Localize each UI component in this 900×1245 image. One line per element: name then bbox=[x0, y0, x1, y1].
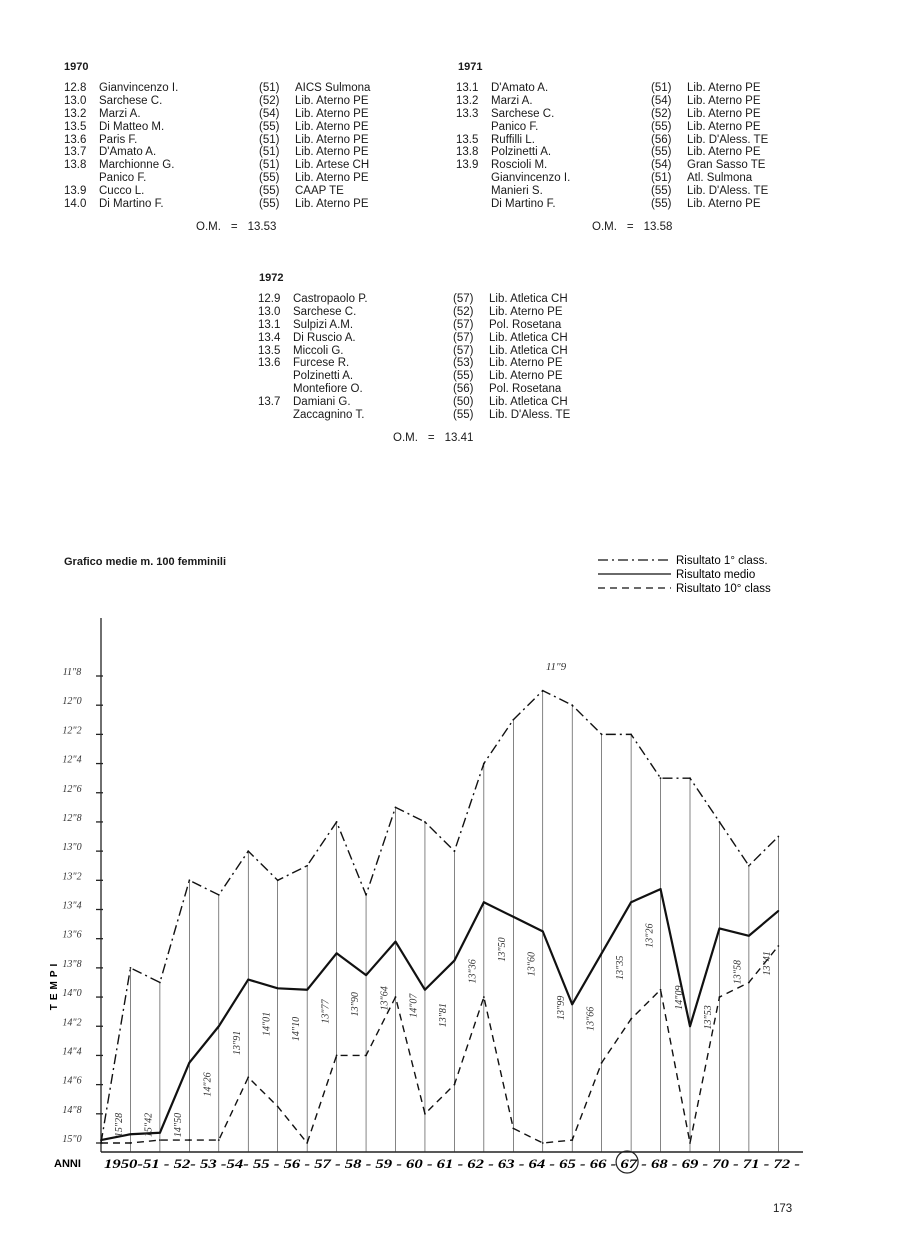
data-point bbox=[483, 763, 485, 765]
ranking-club: Lib. Aterno PE bbox=[295, 198, 369, 211]
year-title-1970: 1970 bbox=[64, 61, 89, 73]
data-point bbox=[601, 952, 603, 954]
point-value-label: 14"50 bbox=[173, 1112, 185, 1138]
point-value-label: 13"91 bbox=[232, 1030, 244, 1056]
data-point bbox=[336, 952, 338, 954]
ranking-club: Lib. Aterno PE bbox=[295, 146, 369, 159]
ranking-club: Lib. Atletica CH bbox=[489, 344, 568, 357]
point-value-label: 14"10 bbox=[290, 1016, 302, 1042]
data-point bbox=[512, 916, 514, 918]
ranking-time: 13.2 bbox=[456, 94, 479, 107]
y-tick-label: 13"2 bbox=[62, 871, 82, 883]
data-point bbox=[424, 1113, 426, 1115]
ranking-born: (55) bbox=[651, 198, 672, 211]
ranking-name: Sarchese C. bbox=[293, 305, 357, 318]
y-tick-label: 13"0 bbox=[62, 842, 82, 854]
ranking-born: (57) bbox=[453, 344, 474, 357]
data-point bbox=[571, 704, 573, 706]
data-point bbox=[454, 960, 456, 962]
ranking-name: Damiani G. bbox=[293, 396, 351, 409]
ranking-club: Lib. Aterno PE bbox=[295, 107, 369, 120]
legend-label-2: Risultato medio bbox=[676, 569, 756, 581]
data-point bbox=[512, 719, 514, 721]
om-value: 13.53 bbox=[247, 221, 277, 233]
ranking-time: 13.1 bbox=[258, 318, 281, 331]
ranking-born: (55) bbox=[651, 120, 672, 133]
ranking-born: (51) bbox=[259, 159, 280, 172]
data-point bbox=[159, 982, 161, 984]
ranking-born: (55) bbox=[259, 120, 280, 133]
ranking-club: Lib. Aterno PE bbox=[687, 94, 761, 107]
x-tick-labels: 1950-51 - 52- 53 -54- 55 - 56 - 57 - 58 - 59 - 60 - 61 - 62 - 63 - 64 - 65 - 66 - 67 - 68 - 69 - 70 - 71 - 72 - bbox=[104, 1156, 800, 1171]
ranking-time: 13.1 bbox=[456, 82, 479, 94]
ranking-club: Lib. Atletica CH bbox=[489, 293, 568, 305]
data-point bbox=[748, 865, 750, 867]
page-number: 173 bbox=[773, 1203, 793, 1215]
ranking-born: (53) bbox=[453, 357, 474, 370]
ranking-name: Di Martino F. bbox=[491, 198, 556, 211]
point-value-label: 13"41 bbox=[762, 951, 774, 976]
data-point bbox=[601, 1062, 603, 1064]
ranking-name: Marchionne G. bbox=[99, 159, 175, 172]
data-point bbox=[395, 941, 397, 943]
data-point bbox=[159, 1139, 161, 1141]
ranking-name: D'Amato A. bbox=[99, 146, 157, 159]
data-point bbox=[630, 901, 632, 903]
ranking-name: Manieri S. bbox=[491, 185, 543, 198]
ranking-club: Lib. Aterno PE bbox=[295, 133, 369, 146]
data-point bbox=[483, 996, 485, 998]
ranking-time: 13.5 bbox=[456, 133, 479, 146]
ranking-club: Lib. Aterno PE bbox=[687, 107, 761, 120]
data-point bbox=[277, 1106, 279, 1108]
data-point bbox=[748, 935, 750, 937]
ranking-born: (57) bbox=[453, 331, 474, 344]
ranking-born: (56) bbox=[651, 133, 672, 146]
point-value-label: 13"66 bbox=[585, 1006, 597, 1031]
ranking-born: (54) bbox=[651, 94, 672, 107]
data-point bbox=[542, 930, 544, 932]
ranking-club: Pol. Rosetana bbox=[489, 318, 562, 331]
ranking-club: Lib. D'Aless. TE bbox=[687, 185, 769, 198]
ranking-name: Furcese R. bbox=[293, 357, 350, 370]
ranking-club: Lib. D'Aless. TE bbox=[489, 409, 571, 422]
data-point bbox=[130, 967, 132, 969]
ranking-time: 13.5 bbox=[258, 344, 281, 357]
ranking-born: (56) bbox=[453, 383, 474, 396]
ranking-name: Zaccagnino T. bbox=[293, 409, 365, 422]
ranking-name: Miccoli G. bbox=[293, 344, 344, 357]
ranking-name: Gianvincenzo I. bbox=[491, 172, 571, 185]
ranking-club: Lib. Aterno PE bbox=[489, 305, 563, 318]
ranking-born: (51) bbox=[259, 133, 280, 146]
y-tick-label: 14"8 bbox=[62, 1104, 82, 1116]
om-label: O.M. bbox=[393, 432, 418, 444]
data-point bbox=[660, 777, 662, 779]
data-point bbox=[130, 1133, 132, 1135]
ranking-name: Sulpizi A.M. bbox=[293, 318, 354, 331]
ranking-club: Atl. Sulmona bbox=[687, 172, 753, 185]
y-axis-label: TEMPI bbox=[49, 959, 60, 1011]
y-tick-label: 14"0 bbox=[62, 988, 82, 1000]
ranking-born: (55) bbox=[259, 198, 280, 211]
y-tick-label: 12"2 bbox=[62, 725, 82, 737]
point-value-label: 14"26 bbox=[202, 1072, 214, 1097]
legend-label-1: Risultato 1° class. bbox=[676, 555, 768, 567]
ranking-born: (57) bbox=[453, 318, 474, 331]
ranking-club: Lib. Aterno PE bbox=[687, 198, 761, 211]
point-value-label: 13"58 bbox=[732, 960, 744, 985]
om-value: 13.41 bbox=[444, 432, 474, 444]
point-value-label: 13"26 bbox=[644, 923, 656, 948]
y-tick-label: 14"2 bbox=[62, 1017, 82, 1029]
point-value-label: 13"50 bbox=[497, 937, 509, 962]
data-point bbox=[188, 1062, 190, 1064]
data-point bbox=[336, 1055, 338, 1057]
ranking-name: Marzi A. bbox=[99, 107, 141, 120]
ranking-time: 12.8 bbox=[64, 82, 87, 94]
data-point bbox=[571, 1139, 573, 1141]
data-point bbox=[748, 982, 750, 984]
ranking-time: 13.4 bbox=[258, 331, 281, 344]
peak-value-label: 11"9 bbox=[545, 661, 567, 673]
ranking-born: (52) bbox=[259, 94, 280, 107]
y-tick-label: 12"6 bbox=[62, 783, 82, 795]
ranking-time: 13.9 bbox=[456, 159, 479, 172]
ranking-born: (52) bbox=[651, 107, 672, 120]
data-point bbox=[277, 879, 279, 881]
data-point bbox=[188, 879, 190, 881]
point-value-label: 15"42 bbox=[143, 1112, 155, 1138]
ranking-name: Di Ruscio A. bbox=[293, 331, 356, 344]
data-point bbox=[159, 1132, 161, 1134]
data-point bbox=[306, 865, 308, 867]
legend-label-3: Risultato 10° class bbox=[676, 583, 771, 595]
point-value-label: 13"81 bbox=[438, 1003, 450, 1028]
ranking-name: Sarchese C. bbox=[491, 107, 555, 120]
data-point bbox=[247, 850, 249, 852]
data-point bbox=[777, 910, 779, 912]
ranking-name: Di Matteo M. bbox=[99, 120, 165, 133]
year-title-1972: 1972 bbox=[259, 272, 284, 284]
ranking-time: 13.8 bbox=[456, 146, 479, 159]
ranking-club: Lib. D'Aless. TE bbox=[687, 133, 769, 146]
ranking-name: Paris F. bbox=[99, 133, 138, 146]
ranking-time: 13.8 bbox=[64, 159, 87, 172]
point-value-label: 14"01 bbox=[261, 1011, 273, 1037]
y-tick-label: 14"6 bbox=[62, 1075, 82, 1087]
om-equals: = bbox=[427, 432, 435, 444]
ranking-name: Montefiore O. bbox=[293, 383, 363, 396]
data-point bbox=[424, 989, 426, 991]
y-tick-label: 12"0 bbox=[62, 696, 82, 708]
ranking-born: (51) bbox=[651, 172, 672, 185]
om-label: O.M. bbox=[592, 221, 617, 233]
data-point bbox=[777, 836, 779, 838]
ranking-born: (51) bbox=[651, 82, 672, 94]
data-point bbox=[542, 1142, 544, 1144]
point-value-label: 13"35 bbox=[614, 955, 626, 980]
point-value-label: 13"60 bbox=[526, 951, 538, 977]
data-point bbox=[660, 989, 662, 991]
data-point bbox=[336, 821, 338, 823]
data-point bbox=[130, 1142, 132, 1144]
data-point bbox=[660, 888, 662, 890]
ranking-club: CAAP TE bbox=[295, 185, 344, 198]
ranking-club: Pol. Rosetana bbox=[489, 383, 562, 396]
data-point bbox=[365, 1055, 367, 1057]
data-point bbox=[247, 1076, 249, 1078]
ranking-name: Roscioli M. bbox=[491, 159, 548, 172]
data-point bbox=[483, 901, 485, 903]
data-point bbox=[424, 821, 426, 823]
point-value-label: 13"99 bbox=[555, 995, 567, 1020]
ranking-club: Gran Sasso TE bbox=[687, 159, 766, 172]
ranking-time: 12.9 bbox=[258, 293, 281, 305]
y-tick-label: 15"0 bbox=[62, 1134, 82, 1145]
ranking-time: 13.2 bbox=[64, 107, 87, 120]
data-point bbox=[630, 733, 632, 735]
ranking-time: 13.5 bbox=[64, 120, 87, 133]
ranking-club: Lib. Aterno PE bbox=[687, 82, 761, 94]
data-point bbox=[395, 806, 397, 808]
ranking-club: AICS Sulmona bbox=[295, 82, 371, 94]
data-point bbox=[689, 777, 691, 779]
data-point bbox=[601, 733, 603, 735]
ranking-time: 13.0 bbox=[258, 305, 281, 318]
point-value-label: 14"07 bbox=[408, 993, 420, 1018]
ranking-born: (55) bbox=[259, 172, 280, 185]
y-tick-label: 13"4 bbox=[62, 900, 82, 912]
data-point bbox=[719, 821, 721, 823]
ranking-born: (51) bbox=[259, 146, 280, 159]
ranking-born: (55) bbox=[651, 146, 672, 159]
data-point bbox=[306, 1142, 308, 1144]
data-point bbox=[454, 850, 456, 852]
ranking-name: Ruffilli L. bbox=[491, 133, 535, 146]
ranking-time: 13.3 bbox=[456, 107, 479, 120]
data-point bbox=[365, 894, 367, 896]
ranking-time: 13.0 bbox=[64, 94, 87, 107]
ranking-club: Lib. Aterno PE bbox=[687, 120, 761, 133]
y-tick-label: 12"8 bbox=[62, 812, 82, 824]
y-tick-label: 14"4 bbox=[62, 1046, 82, 1058]
data-point bbox=[100, 1142, 102, 1144]
ranking-born: (55) bbox=[651, 185, 672, 198]
om-equals: = bbox=[626, 221, 634, 233]
point-value-label: 13"77 bbox=[320, 999, 332, 1024]
data-point bbox=[689, 1025, 691, 1027]
ranking-name: Sarchese C. bbox=[99, 94, 163, 107]
data-point bbox=[719, 996, 721, 998]
ranking-name: Panico F. bbox=[491, 120, 539, 133]
ranking-time: 13.6 bbox=[64, 133, 87, 146]
ranking-name: Cucco L. bbox=[99, 185, 145, 198]
ranking-born: (54) bbox=[259, 107, 280, 120]
point-value-label: 13"64 bbox=[379, 986, 391, 1011]
data-point bbox=[218, 1025, 220, 1027]
ranking-name: Marzi A. bbox=[491, 94, 533, 107]
ranking-born: (50) bbox=[453, 396, 474, 409]
ranking-club: Lib. Artese CH bbox=[295, 159, 370, 172]
data-point bbox=[277, 987, 279, 989]
data-point bbox=[306, 989, 308, 991]
data-point bbox=[777, 945, 779, 947]
ranking-time: 13.7 bbox=[258, 396, 281, 409]
data-point bbox=[542, 690, 544, 692]
ranking-name: Panico F. bbox=[99, 172, 147, 185]
point-value-label: 13"36 bbox=[467, 959, 479, 984]
data-point bbox=[365, 974, 367, 976]
ranking-born: (57) bbox=[453, 293, 474, 305]
data-point bbox=[247, 979, 249, 981]
point-value-label: 13"90 bbox=[349, 992, 361, 1017]
ranking-born: (55) bbox=[453, 370, 474, 383]
om-value: 13.58 bbox=[643, 221, 673, 233]
y-tick-label: 13"6 bbox=[62, 929, 82, 941]
ranking-name: Gianvincenzo I. bbox=[99, 82, 179, 94]
point-value-label: 13"53 bbox=[703, 1005, 715, 1030]
data-point bbox=[571, 1003, 573, 1005]
data-point bbox=[454, 1084, 456, 1086]
data-point bbox=[630, 1018, 632, 1020]
ranking-time: 13.7 bbox=[64, 146, 87, 159]
ranking-born: (52) bbox=[453, 305, 474, 318]
ranking-time: 13.6 bbox=[258, 357, 281, 370]
ranking-time: 13.9 bbox=[64, 185, 87, 198]
ranking-born: (54) bbox=[651, 159, 672, 172]
ranking-name: Polzinetti A. bbox=[293, 370, 354, 383]
ranking-club: Lib. Atletica CH bbox=[489, 396, 568, 409]
ranking-club: Lib. Atletica CH bbox=[489, 331, 568, 344]
year-title-1971: 1971 bbox=[458, 61, 483, 73]
ranking-name: Castropaolo P. bbox=[293, 293, 368, 305]
om-label: O.M. bbox=[196, 221, 221, 233]
data-point bbox=[689, 1142, 691, 1144]
data-point bbox=[218, 1139, 220, 1141]
ranking-club: Lib. Aterno PE bbox=[489, 357, 563, 370]
data-point bbox=[719, 928, 721, 930]
data-point bbox=[188, 1139, 190, 1141]
data-point bbox=[100, 1139, 102, 1141]
ranking-club: Lib. Aterno PE bbox=[295, 120, 369, 133]
data-point bbox=[218, 894, 220, 896]
ranking-born: (51) bbox=[259, 82, 280, 94]
point-value-label: 14"09 bbox=[673, 985, 685, 1010]
graph-title: Grafico medie m. 100 femminili bbox=[64, 556, 227, 568]
ranking-club: Lib. Aterno PE bbox=[295, 94, 369, 107]
ranking-born: (55) bbox=[453, 409, 474, 422]
y-tick-label: 13"8 bbox=[62, 958, 82, 970]
y-tick-label: 12"4 bbox=[62, 754, 82, 766]
om-equals: = bbox=[230, 221, 238, 233]
ranking-club: Lib. Aterno PE bbox=[687, 146, 761, 159]
x-axis-label: ANNI bbox=[54, 1158, 81, 1170]
y-tick-label: 11"8 bbox=[62, 667, 82, 678]
ranking-name: Di Martino F. bbox=[99, 198, 164, 211]
ranking-name: D'Amato A. bbox=[491, 82, 549, 94]
ranking-club: Lib. Aterno PE bbox=[489, 370, 563, 383]
ranking-name: Polzinetti A. bbox=[491, 146, 552, 159]
point-value-label: 15"28 bbox=[114, 1112, 126, 1138]
data-point bbox=[395, 996, 397, 998]
ranking-club: Lib. Aterno PE bbox=[295, 172, 369, 185]
ranking-born: (55) bbox=[259, 185, 280, 198]
data-point bbox=[512, 1128, 514, 1130]
ranking-time: 14.0 bbox=[64, 198, 87, 211]
